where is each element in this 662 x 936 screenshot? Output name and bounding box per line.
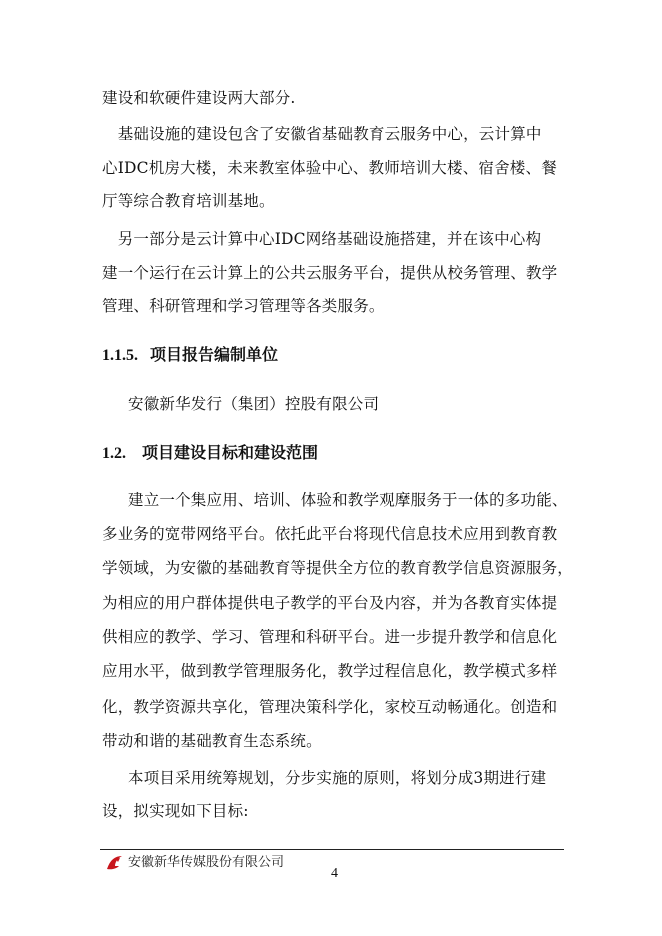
paragraph-line: 学领域，为安徽的基础教育等提供全方位的教育教学信息资源服务， (102, 559, 574, 577)
paragraph-line: 为相应的用户群体提供电子教学的平台及内容，并为各教育实体提 (102, 594, 558, 612)
section-heading-1-2 (102, 443, 318, 464)
paragraph-line: 建设和软硬件建设两大部分. (102, 89, 296, 107)
paragraph-line: 设，拟实现如下目标: (102, 802, 249, 820)
paragraph-line: 多业务的宽带网络平台。依托此平台将现代信息技术应用到教育教 (102, 525, 558, 543)
paragraph-line: 管理、科研管理和学习管理等各类服务。 (102, 297, 385, 315)
paragraph-line: 化，教学资源共享化，管理决策科学化，家校互动畅通化。创造和 (102, 698, 558, 716)
paragraph-line: 本项目采用统筹规划，分步实施的原则，将划分成3期进行建 (128, 769, 547, 787)
section-number: 1.2. (102, 445, 126, 462)
paragraph-line: 另一部分是云计算中心IDC网络基础设施搭建，并在该中心构 (102, 230, 542, 248)
logo-swoosh-shape (107, 856, 122, 869)
section-title: 项目建设目标和建设范围 (142, 443, 319, 462)
paragraph-line: 基础设施的建设包含了安徽省基础教育云服务中心，云计算中 (102, 125, 542, 143)
paragraph-line: 应用水平，做到教学管理服务化，教学过程信息化，教学模式多样 (102, 662, 558, 680)
section-number: 1.1.5. (102, 347, 138, 364)
paragraph-line: 建一个运行在云计算上的公共云服务平台，提供从校务管理、教学 (102, 264, 558, 282)
compiler-company: 安徽新华发行（集团）控股有限公司 (128, 395, 380, 413)
paragraph-line: 带动和谐的基础教育生态系统。 (102, 732, 322, 750)
paragraph-line: 心IDC机房大楼，未来教室体验中心、教师培训大楼、宿舍楼、餐 (102, 159, 557, 177)
paragraph-line: 厅等综合教育培训基地。 (102, 192, 275, 210)
section-title: 项目报告编制单位 (150, 345, 279, 364)
paragraph-line: 供相应的教学、学习、管理和科研平台。进一步提升教学和信息化 (102, 628, 558, 646)
footer-divider (100, 849, 564, 850)
footer-company-name: 安徽新华传媒股份有限公司 (128, 855, 285, 870)
section-heading-1-1-5 (102, 345, 278, 366)
paragraph-line: 建立一个集应用、培训、体验和教学观摩服务于一体的多功能、 (128, 491, 568, 509)
page-number: 4 (331, 866, 338, 881)
company-logo-icon (106, 854, 124, 872)
